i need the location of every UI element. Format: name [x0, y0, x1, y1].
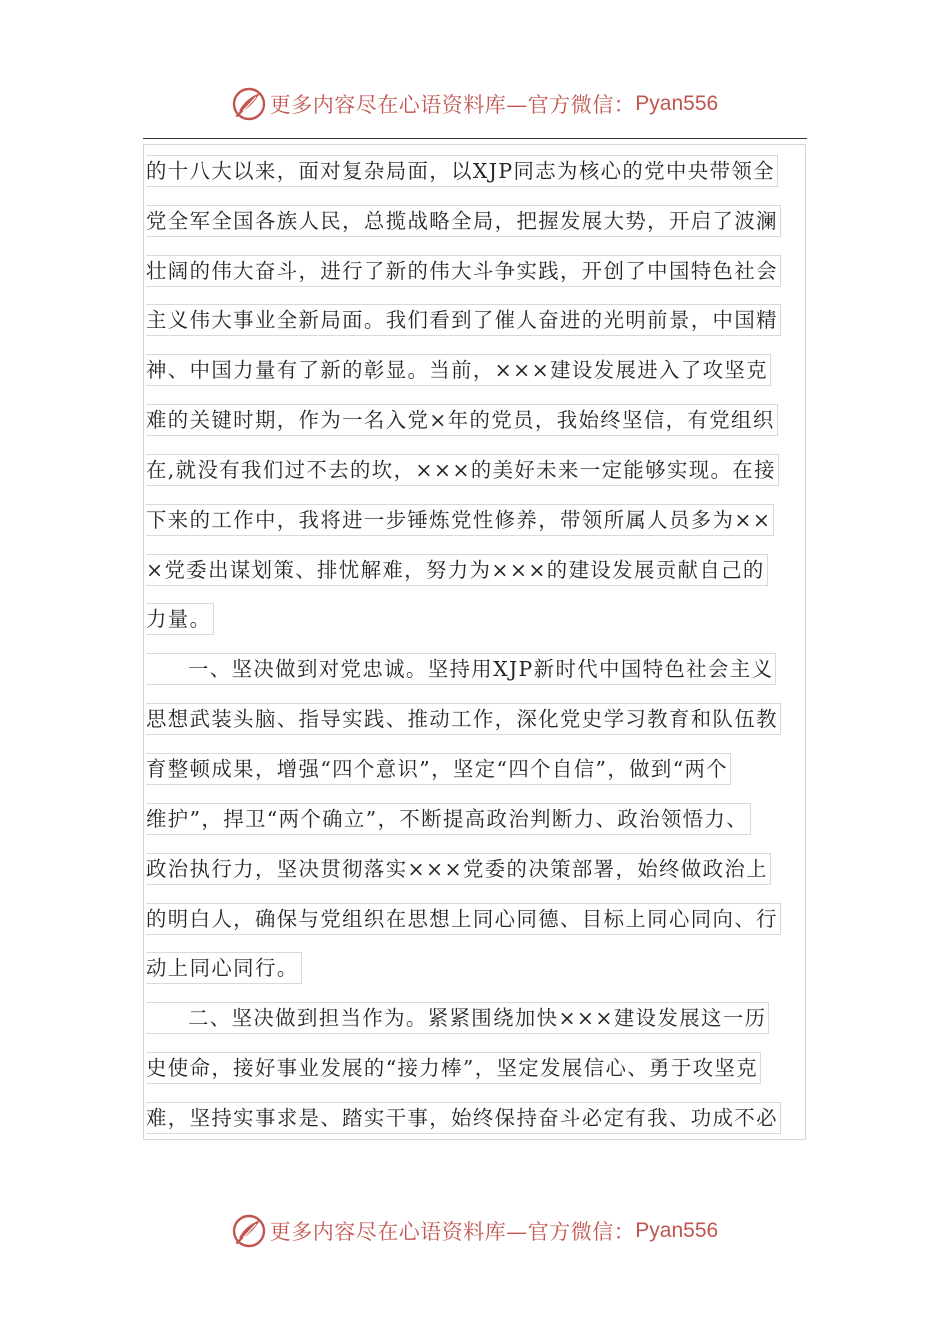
- header-banner-text: 更多内容尽在心语资料库—官方微信：: [269, 93, 636, 117]
- text-line: 主义伟大事业全新局面。我们看到了催人奋进的光明前景，中国精: [143, 297, 807, 347]
- text-line: 思想武装头脑、指导实践、推动工作，深化党史学习教育和队伍教: [143, 695, 807, 745]
- text-line: 党全军全国各族人民，总揽战略全局，把握发展大势，开启了波澜: [143, 197, 807, 247]
- text-line: 下来的工作中，我将进一步锤炼党性修养，带领所属人员多为××: [143, 496, 807, 546]
- quill-logo-icon: [232, 1214, 266, 1248]
- paragraph-1-heading-line: 一、坚决做到对党忠诚。坚持用XJP新时代中国特色社会主义: [143, 645, 807, 695]
- footer-banner-id: Pyan556: [635, 1219, 719, 1242]
- paragraph-2-heading-line: 二、坚决做到担当作为。紧紧围绕加快×××建设发展这一历: [143, 994, 807, 1044]
- text-line: 史使命，接好事业发展的“接力棒”，坚定发展信心、勇于攻坚克: [143, 1044, 807, 1094]
- text-line: 壮阔的伟大奋斗，进行了新的伟大斗争实践，开创了中国特色社会: [143, 247, 807, 297]
- header-banner: [0, 84, 950, 124]
- text-line: ×党委出谋划策、排忧解难，努力为×××的建设发展贡献自己的: [143, 546, 807, 596]
- footer-banner: [0, 1211, 950, 1251]
- text-line: 维护”，捍卫“两个确立”，不断提高政治判断力、政治领悟力、: [143, 795, 807, 845]
- text-line: 动上同心同行。: [143, 945, 807, 995]
- footer-banner-text: 更多内容尽在心语资料库—官方微信：: [269, 1220, 636, 1244]
- text-line: 育整顿成果，增强“四个意识”，坚定“四个自信”，做到“两个: [143, 745, 807, 795]
- text-line: 神、中国力量有了新的彰显。当前，×××建设发展进入了攻坚克: [143, 346, 807, 396]
- header-banner-id: Pyan556: [635, 92, 719, 115]
- text-line: 难，坚持实事求是、踏实干事，始终保持奋斗必定有我、功成不必: [143, 1094, 807, 1144]
- text-line: 政治执行力，坚决贯彻落实×××党委的决策部署，始终做政治上: [143, 845, 807, 895]
- text-line: 在,就没有我们过不去的坎，×××的美好未来一定能够实现。在接: [143, 446, 807, 496]
- text-line: 的明白人，确保与党组织在思想上同心同德、目标上同心同向、行: [143, 895, 807, 945]
- text-line: 难的关键时期，作为一名入党×年的党员，我始终坚信，有党组织: [143, 396, 807, 446]
- text-line: 的十八大以来，面对复杂局面，以XJP同志为核心的党中央带领全: [143, 147, 807, 197]
- header-rule: [143, 138, 807, 139]
- quill-logo-icon: [232, 87, 266, 121]
- body-text: [143, 147, 807, 1144]
- text-line: 力量。: [143, 596, 807, 646]
